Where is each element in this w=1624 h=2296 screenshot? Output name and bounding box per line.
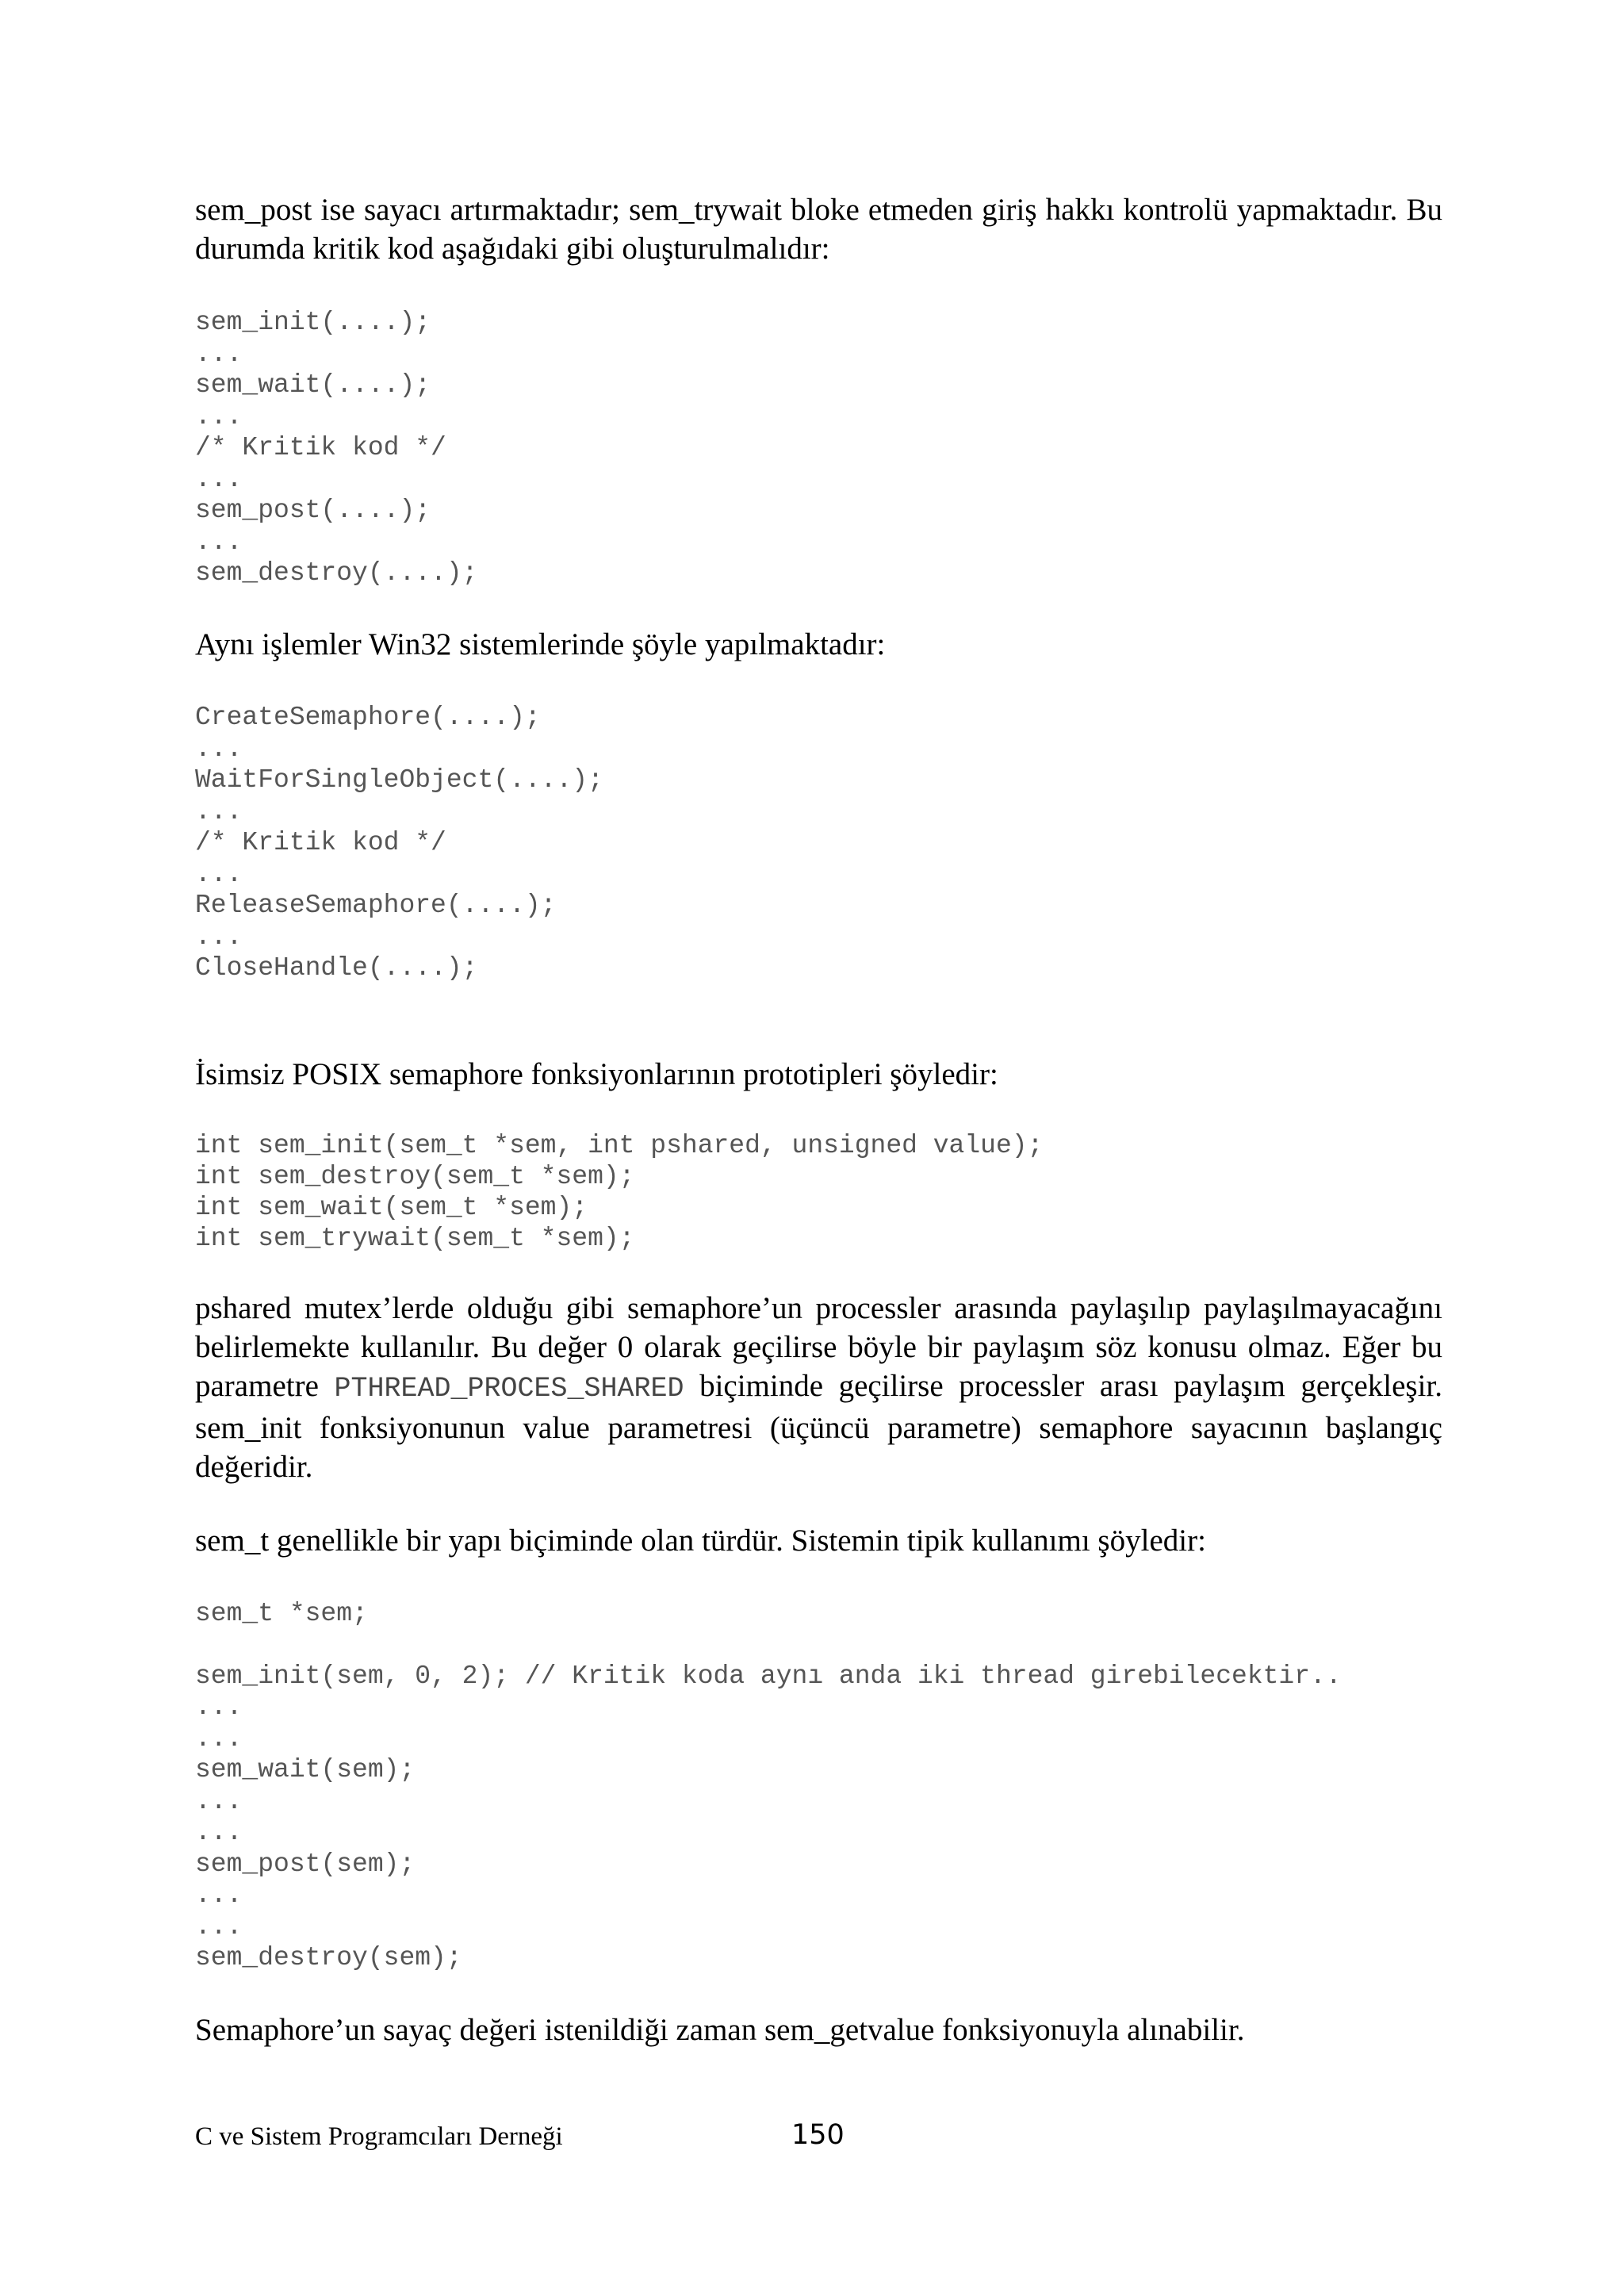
code-line: ... xyxy=(195,527,243,557)
paragraph-text: biçiminde geçilirse processler arası paylaşım gerçekleşir. sem_init fonksiyonunun value parametresi (üçüncü parametre) semaphore sayacının başlangıç değeridir. xyxy=(195,1369,1443,1484)
code-line: WaitForSingleObject(....); xyxy=(195,765,603,795)
code-line: ... xyxy=(195,1786,243,1816)
paragraph-sem-post-intro: sem_post ise sayacı artırmaktadır; sem_trywait bloke etmeden giriş hakkı kontrolü yapmaktadır. Bu durumda kritik kod aşağıdaki gibi oluşturulmalıdır: xyxy=(195,193,1442,266)
code-line: /* Kritik kod */ xyxy=(195,828,446,857)
code-line: ... xyxy=(195,1818,243,1847)
code-line: ... xyxy=(195,1911,243,1941)
code-line: sem_init(....); xyxy=(195,308,431,337)
code-block-prototypes xyxy=(195,1130,1043,1254)
code-line: sem_wait(sem); xyxy=(195,1755,416,1784)
paragraph-text: pshared mutex’lerde olduğu gibi semaphore’un processler arasında paylaşılıp paylaşılmayacağını belirlemekte kullanılır. Bu değer 0 olarak geçilirse böyle bir paylaşım söz konusu olmaz. Eğer bu parametre xyxy=(195,1291,1442,1403)
paragraph-posix-prototypes-intro: İsimsiz POSIX semaphore fonksiyonlarının prototipleri şöyledir: xyxy=(195,1057,998,1091)
code-line: ... xyxy=(195,1880,243,1910)
code-line: sem_wait(....); xyxy=(195,370,431,400)
paragraph-sem-t-intro: sem_t genellikle bir yapı biçiminde olan türdür. Sistemin tipik kullanımı şöyledir: xyxy=(195,1524,1206,1558)
code-line: sem_destroy(....); xyxy=(195,558,478,588)
footer-organization: C ve Sistem Programcıları Derneği xyxy=(195,2122,563,2151)
code-line: CloseHandle(....); xyxy=(195,953,478,983)
code-line: int sem_init(sem_t *sem, int pshared, unsigned value); xyxy=(195,1131,1044,1160)
code-line: sem_post(....); xyxy=(195,496,431,525)
code-line: /* Kritik kod */ xyxy=(195,433,446,462)
code-line: ... xyxy=(195,1723,243,1754)
paragraph-win32-intro: Aynı işlemler Win32 sistemlerinde şöyle yapılmaktadır: xyxy=(195,627,886,661)
code-block-win32-usage xyxy=(195,702,603,984)
code-block-posix-usage xyxy=(195,307,477,589)
code-line: CreateSemaphore(....); xyxy=(195,703,541,732)
code-line: sem_t *sem; xyxy=(195,1599,368,1628)
page-number: 150 xyxy=(791,2119,845,2151)
code-line: ... xyxy=(195,464,243,494)
code-line: ... xyxy=(195,1692,243,1722)
code-line: sem_init(sem, 0, 2); // Kritik koda aynı anda iki thread girebilecektir.. xyxy=(195,1661,1342,1691)
code-line: ... xyxy=(195,859,243,889)
code-line: ReleaseSemaphore(....); xyxy=(195,891,557,920)
code-line: sem_post(sem); xyxy=(195,1849,416,1879)
code-line: ... xyxy=(195,796,243,826)
code-blank-line xyxy=(195,1630,1342,1661)
code-line: int sem_trywait(sem_t *sem); xyxy=(195,1224,635,1253)
code-line: ... xyxy=(195,734,243,764)
inline-code-constant: PTHREAD_PROCES_SHARED xyxy=(334,1373,684,1405)
paragraph-pshared-explanation xyxy=(195,1289,1442,1486)
code-line: ... xyxy=(195,401,243,431)
code-block-example xyxy=(195,1598,1342,1974)
code-line: ... xyxy=(195,339,243,369)
code-line: int sem_wait(sem_t *sem); xyxy=(195,1193,588,1222)
code-line: int sem_destroy(sem_t *sem); xyxy=(195,1162,635,1191)
paragraph-sem-getvalue: Semaphore’un sayaç değeri istenildiği zaman sem_getvalue fonksiyonuyla alınabilir. xyxy=(195,2013,1245,2047)
code-line: ... xyxy=(195,922,243,952)
code-line: sem_destroy(sem); xyxy=(195,1943,462,1972)
